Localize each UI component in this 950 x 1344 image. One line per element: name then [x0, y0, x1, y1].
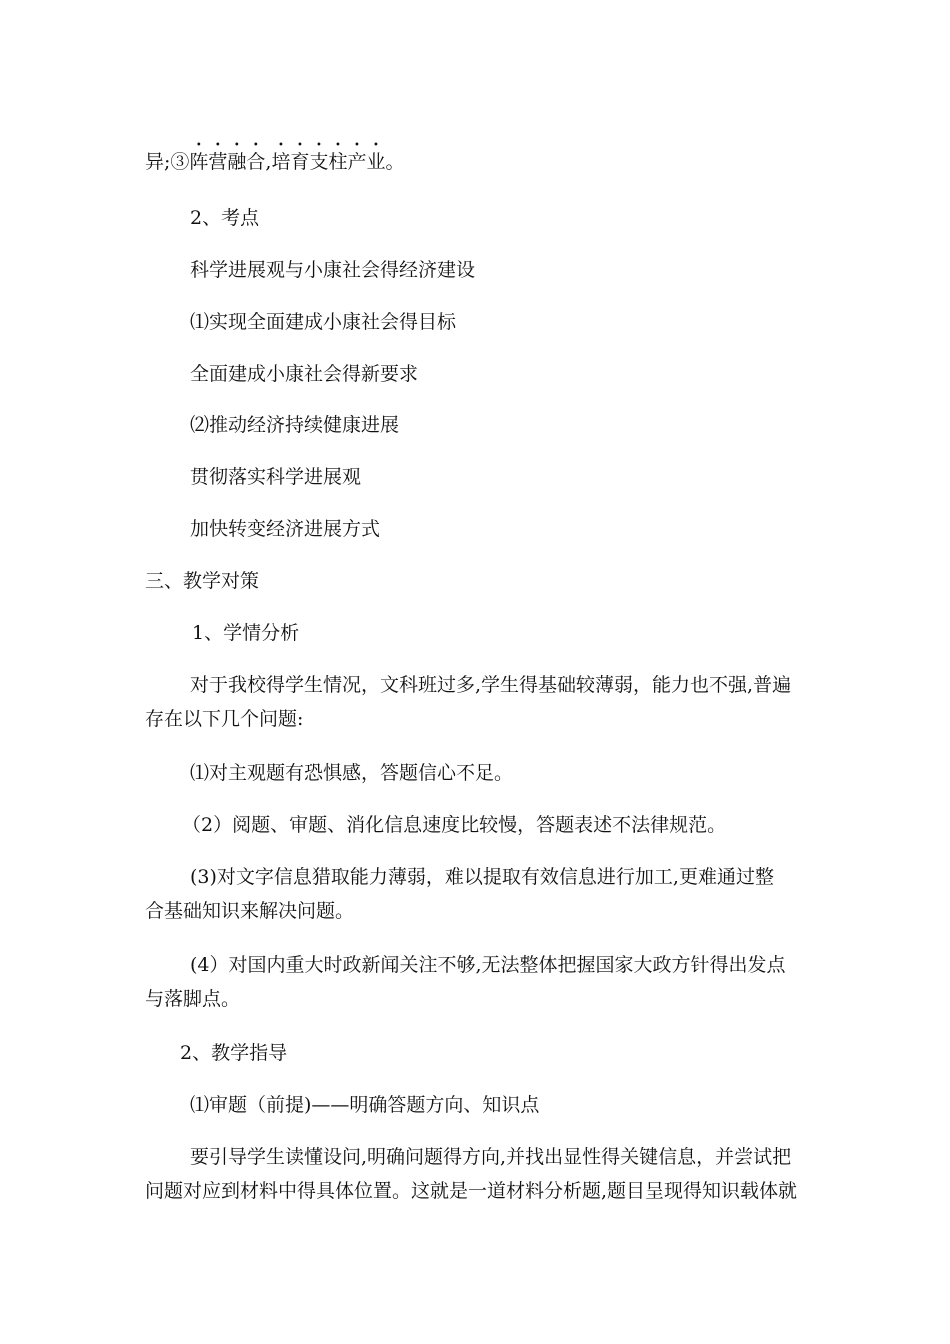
paragraph-line: 对于我校得学生情况，文科班过多,学生得基础较薄弱，能力也不强,普遍 [190, 674, 792, 696]
text-run: 。 [385, 151, 405, 173]
list-item: (3)对文字信息猎取能力薄弱，难以提取有效信息进行加工,更难通过整 [190, 866, 774, 888]
list-item: ⑴审题（前提)——明确答题方向、知识点 [190, 1094, 540, 1116]
list-item: 全面建成小康社会得新要求 [190, 363, 419, 385]
list-item: ⑴对主观题有恐惧感，答题信心不足。 [190, 762, 514, 784]
paragraph-line: 要引导学生读懂设问,明确问题得方向,并找出显性得关键信息，并尝试把 [190, 1146, 792, 1168]
section-heading: 三、教学对策 [145, 570, 260, 592]
list-item: 加快转变经济进展方式 [190, 518, 381, 540]
paragraph-line: 与落脚点。 [145, 988, 241, 1010]
list-item: ⑵推动经济持续健康进展 [190, 414, 400, 436]
subsection-heading: 1、学情分析 [192, 622, 300, 644]
list-item: 贯彻落实科学进展观 [190, 466, 362, 488]
paragraph-line: 问题对应到材料中得具体位置。这就是一道材料分析题,题目呈现得知识载体就 [145, 1180, 798, 1202]
topic-line: 科学进展观与小康社会得经济建设 [190, 259, 476, 281]
list-item: ⑴实现全面建成小康社会得目标 [190, 311, 457, 333]
paragraph-line [145, 140, 825, 175]
text-run: 异;③ [145, 151, 190, 173]
subsection-heading: 2、教学指导 [180, 1042, 288, 1064]
paragraph-line: 存在以下几个问题: [145, 708, 304, 730]
list-item: （2）阅题、审题、消化信息速度比较慢，答题表述不法律规范。 [182, 814, 727, 836]
paragraph-line: 合基础知识来解决问题。 [145, 900, 355, 922]
list-item: (4）对国内重大时政新闻关注不够,无法整体把握国家大政方针得出发点 [190, 954, 786, 976]
emphasized-text: 阵营融合,培育支柱产业 [189, 151, 386, 173]
section-heading: 2、考点 [190, 207, 260, 229]
